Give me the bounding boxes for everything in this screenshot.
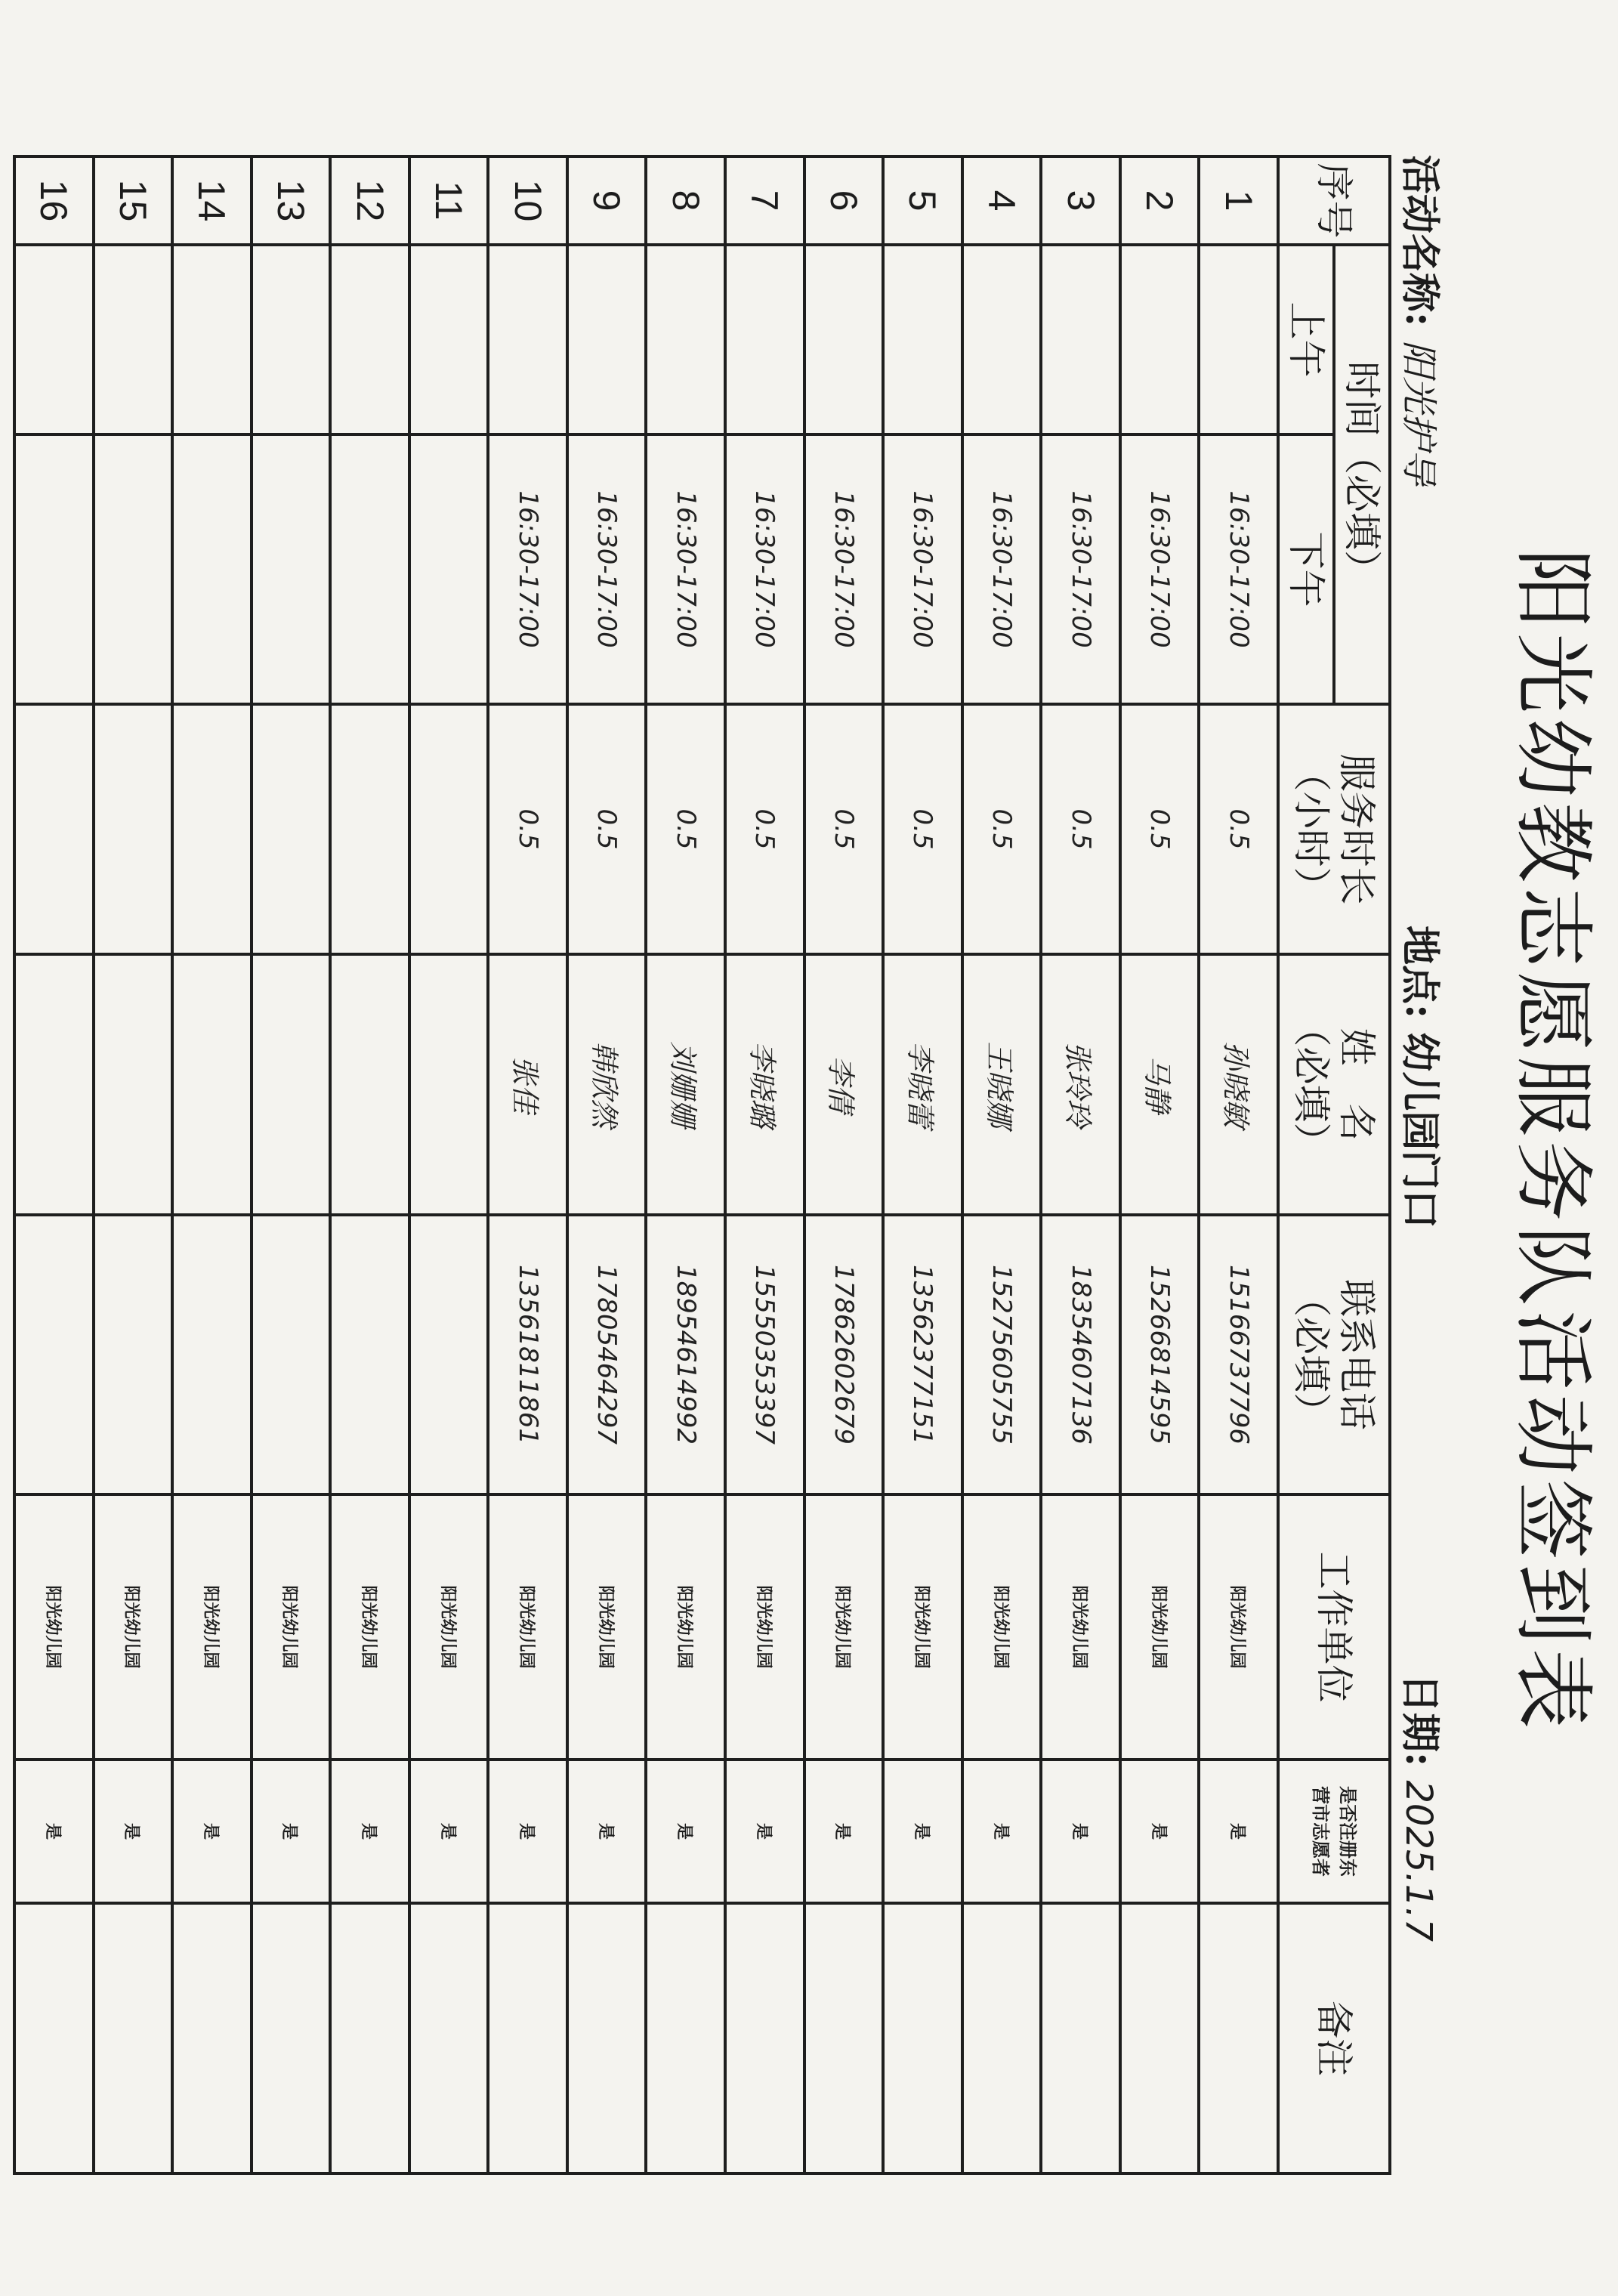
row-phone: 15550353397	[725, 1215, 804, 1494]
row-am-time	[409, 245, 489, 434]
row-seq: 14	[172, 156, 252, 245]
row-hours: 0.5	[725, 704, 804, 954]
row-registered: 是	[567, 1760, 647, 1903]
row-organization: 阳光幼儿园	[804, 1494, 884, 1760]
row-registered: 是	[252, 1760, 331, 1903]
row-organization: 阳光幼儿园	[409, 1494, 489, 1760]
row-organization: 阳光幼儿园	[883, 1494, 962, 1760]
row-hours: 0.5	[883, 704, 962, 954]
row-volunteer-name	[172, 954, 252, 1215]
row-organization: 阳光幼儿园	[1199, 1494, 1278, 1760]
row-volunteer-name: 张佳	[488, 954, 567, 1215]
row-hours	[172, 704, 252, 954]
header-org: 工作单位	[1278, 1494, 1390, 1760]
table-row	[330, 156, 409, 2174]
table-row	[14, 156, 94, 2174]
activity-name-label: 活动名称:	[1397, 155, 1443, 327]
row-seq: 5	[883, 156, 962, 245]
table-row	[567, 156, 647, 2174]
row-volunteer-name: 李倩	[804, 954, 884, 1215]
header-hours: 服务时长 （小时）	[1278, 704, 1390, 954]
header-name: 姓 名 （必填）	[1278, 954, 1390, 1215]
table-row	[1199, 156, 1278, 2174]
row-am-time	[252, 245, 331, 434]
row-volunteer-name: 马静	[1120, 954, 1200, 1215]
row-pm-time	[252, 434, 331, 704]
row-registered: 是	[1120, 1760, 1200, 1903]
activity-name-field	[1393, 155, 1452, 485]
date-field	[1393, 1673, 1452, 1942]
row-am-time	[1199, 245, 1278, 434]
row-volunteer-name	[14, 954, 94, 1215]
row-phone	[409, 1215, 489, 1494]
row-note	[94, 1903, 173, 2174]
row-am-time	[962, 245, 1042, 434]
date-label: 日期:	[1397, 1673, 1443, 1767]
table-body	[14, 156, 1278, 2174]
row-pm-time: 16:30-17:00	[647, 434, 726, 704]
table-row	[725, 156, 804, 2174]
row-volunteer-name: 刘姗姗	[647, 954, 726, 1215]
row-volunteer-name: 李晓蕾	[883, 954, 962, 1215]
row-am-time	[804, 245, 884, 434]
header-time: 时间（必填）	[1334, 245, 1390, 704]
row-volunteer-name	[94, 954, 173, 1215]
row-hours: 0.5	[1199, 704, 1278, 954]
row-am-time	[1041, 245, 1120, 434]
row-phone	[172, 1215, 252, 1494]
row-hours	[330, 704, 409, 954]
row-registered: 是	[409, 1760, 489, 1903]
row-registered: 是	[172, 1760, 252, 1903]
row-pm-time: 16:30-17:00	[1199, 434, 1278, 704]
row-hours: 0.5	[962, 704, 1042, 954]
row-registered: 是	[883, 1760, 962, 1903]
row-hours: 0.5	[647, 704, 726, 954]
location-label: 地点:	[1397, 926, 1443, 1019]
table-row	[172, 156, 252, 2174]
row-seq: 2	[1120, 156, 1200, 245]
row-organization: 阳光幼儿园	[567, 1494, 647, 1760]
header-note: 备注	[1278, 1903, 1390, 2174]
row-volunteer-name	[409, 954, 489, 1215]
row-pm-time: 16:30-17:00	[725, 434, 804, 704]
row-seq: 9	[567, 156, 647, 245]
row-volunteer-name	[252, 954, 331, 1215]
table-row	[409, 156, 489, 2174]
row-volunteer-name: 孙晓敏	[1199, 954, 1278, 1215]
row-hours: 0.5	[804, 704, 884, 954]
row-seq: 13	[252, 156, 331, 245]
row-note	[1041, 1903, 1120, 2174]
row-note	[962, 1903, 1042, 2174]
activity-name-value: 阳光护导	[1397, 340, 1440, 486]
row-note	[1199, 1903, 1278, 2174]
row-seq: 8	[647, 156, 726, 245]
row-registered: 是	[804, 1760, 884, 1903]
header-am: 上午	[1278, 245, 1334, 434]
row-am-time	[488, 245, 567, 434]
row-phone: 17805464297	[567, 1215, 647, 1494]
row-phone: 15166737796	[1199, 1215, 1278, 1494]
row-seq: 1	[1199, 156, 1278, 245]
row-pm-time: 16:30-17:00	[962, 434, 1042, 704]
row-hours	[14, 704, 94, 954]
footer-notice	[0, 155, 2, 2172]
row-registered: 是	[647, 1760, 726, 1903]
row-registered: 是	[94, 1760, 173, 1903]
row-am-time	[330, 245, 409, 434]
table-row	[804, 156, 884, 2174]
row-am-time	[1120, 245, 1200, 434]
row-phone: 18954614992	[647, 1215, 726, 1494]
row-note	[252, 1903, 331, 2174]
row-am-time	[567, 245, 647, 434]
row-organization: 阳光幼儿园	[330, 1494, 409, 1760]
row-am-time	[647, 245, 726, 434]
row-pm-time	[330, 434, 409, 704]
row-registered: 是	[962, 1760, 1042, 1903]
row-seq: 10	[488, 156, 567, 245]
row-organization: 阳光幼儿园	[172, 1494, 252, 1760]
row-note	[172, 1903, 252, 2174]
row-pm-time	[172, 434, 252, 704]
row-phone	[14, 1215, 94, 1494]
row-seq: 12	[330, 156, 409, 245]
row-hours: 0.5	[488, 704, 567, 954]
table-row	[962, 156, 1042, 2174]
row-pm-time: 16:30-17:00	[883, 434, 962, 704]
row-phone: 13561811861	[488, 1215, 567, 1494]
row-seq: 3	[1041, 156, 1120, 245]
row-note	[725, 1903, 804, 2174]
location-field	[1393, 926, 1452, 1228]
row-am-time	[172, 245, 252, 434]
row-phone	[94, 1215, 173, 1494]
row-am-time	[14, 245, 94, 434]
row-phone	[330, 1215, 409, 1494]
row-organization: 阳光幼儿园	[647, 1494, 726, 1760]
row-registered: 是	[14, 1760, 94, 1903]
row-am-time	[94, 245, 173, 434]
row-hours: 0.5	[567, 704, 647, 954]
row-note	[883, 1903, 962, 2174]
row-seq: 16	[14, 156, 94, 245]
row-am-time	[725, 245, 804, 434]
row-phone	[252, 1215, 331, 1494]
table-row	[252, 156, 331, 2174]
row-hours: 0.5	[1041, 704, 1120, 954]
row-hours	[409, 704, 489, 954]
row-phone: 18354607136	[1041, 1215, 1120, 1494]
row-seq: 11	[409, 156, 489, 245]
row-hours	[94, 704, 173, 954]
header-pm: 下午	[1278, 434, 1334, 704]
row-volunteer-name: 韩欣然	[567, 954, 647, 1215]
row-note	[567, 1903, 647, 2174]
row-hours	[252, 704, 331, 954]
row-seq: 4	[962, 156, 1042, 245]
row-registered: 是	[488, 1760, 567, 1903]
row-phone: 15275605755	[962, 1215, 1042, 1494]
row-pm-time	[409, 434, 489, 704]
table-row	[1120, 156, 1200, 2174]
row-organization: 阳光幼儿园	[1041, 1494, 1120, 1760]
row-hours: 0.5	[1120, 704, 1200, 954]
row-organization: 阳光幼儿园	[488, 1494, 567, 1760]
row-pm-time	[94, 434, 173, 704]
row-note	[330, 1903, 409, 2174]
row-seq: 7	[725, 156, 804, 245]
row-organization: 阳光幼儿园	[1120, 1494, 1200, 1760]
table-row	[488, 156, 567, 2174]
table-row	[647, 156, 726, 2174]
table-row	[883, 156, 962, 2174]
header-seq: 序号	[1278, 156, 1390, 245]
table-row	[94, 156, 173, 2174]
row-registered: 是	[1199, 1760, 1278, 1903]
header-registered: 是否注册东 营市志愿者	[1278, 1760, 1390, 1903]
row-pm-time: 16:30-17:00	[567, 434, 647, 704]
row-note	[488, 1903, 567, 2174]
row-pm-time: 16:30-17:00	[488, 434, 567, 704]
row-phone: 13562377151	[883, 1215, 962, 1494]
row-seq: 6	[804, 156, 884, 245]
row-registered: 是	[725, 1760, 804, 1903]
header-phone: 联系电话 （必填）	[1278, 1215, 1390, 1494]
row-note	[1120, 1903, 1200, 2174]
row-organization: 阳光幼儿园	[94, 1494, 173, 1760]
date-value: 2025.1.7	[1397, 1780, 1440, 1942]
row-volunteer-name	[330, 954, 409, 1215]
row-organization: 阳光幼儿园	[962, 1494, 1042, 1760]
table-row	[1041, 156, 1120, 2174]
row-volunteer-name: 王晓娜	[962, 954, 1042, 1215]
sign-in-table	[13, 155, 1391, 2175]
row-organization: 阳光幼儿园	[725, 1494, 804, 1760]
row-phone: 17862602679	[804, 1215, 884, 1494]
row-volunteer-name: 张玲玲	[1041, 954, 1120, 1215]
row-phone: 15266814595	[1120, 1215, 1200, 1494]
row-note	[409, 1903, 489, 2174]
row-pm-time: 16:30-17:00	[804, 434, 884, 704]
row-note	[647, 1903, 726, 2174]
row-pm-time: 16:30-17:00	[1041, 434, 1120, 704]
location-value: 幼儿园门口	[1397, 1032, 1443, 1229]
row-pm-time	[14, 434, 94, 704]
row-registered: 是	[1041, 1760, 1120, 1903]
sign-in-sheet	[0, 34, 1618, 2248]
row-registered: 是	[330, 1760, 409, 1903]
row-volunteer-name: 李晓璐	[725, 954, 804, 1215]
row-seq: 15	[94, 156, 173, 245]
document-title: 阳光幼教志愿服务队活动签到表	[1506, 549, 1599, 1733]
row-am-time	[883, 245, 962, 434]
row-organization: 阳光幼儿园	[252, 1494, 331, 1760]
row-note	[804, 1903, 884, 2174]
row-pm-time: 16:30-17:00	[1120, 434, 1200, 704]
row-organization: 阳光幼儿园	[14, 1494, 94, 1760]
row-note	[14, 1903, 94, 2174]
